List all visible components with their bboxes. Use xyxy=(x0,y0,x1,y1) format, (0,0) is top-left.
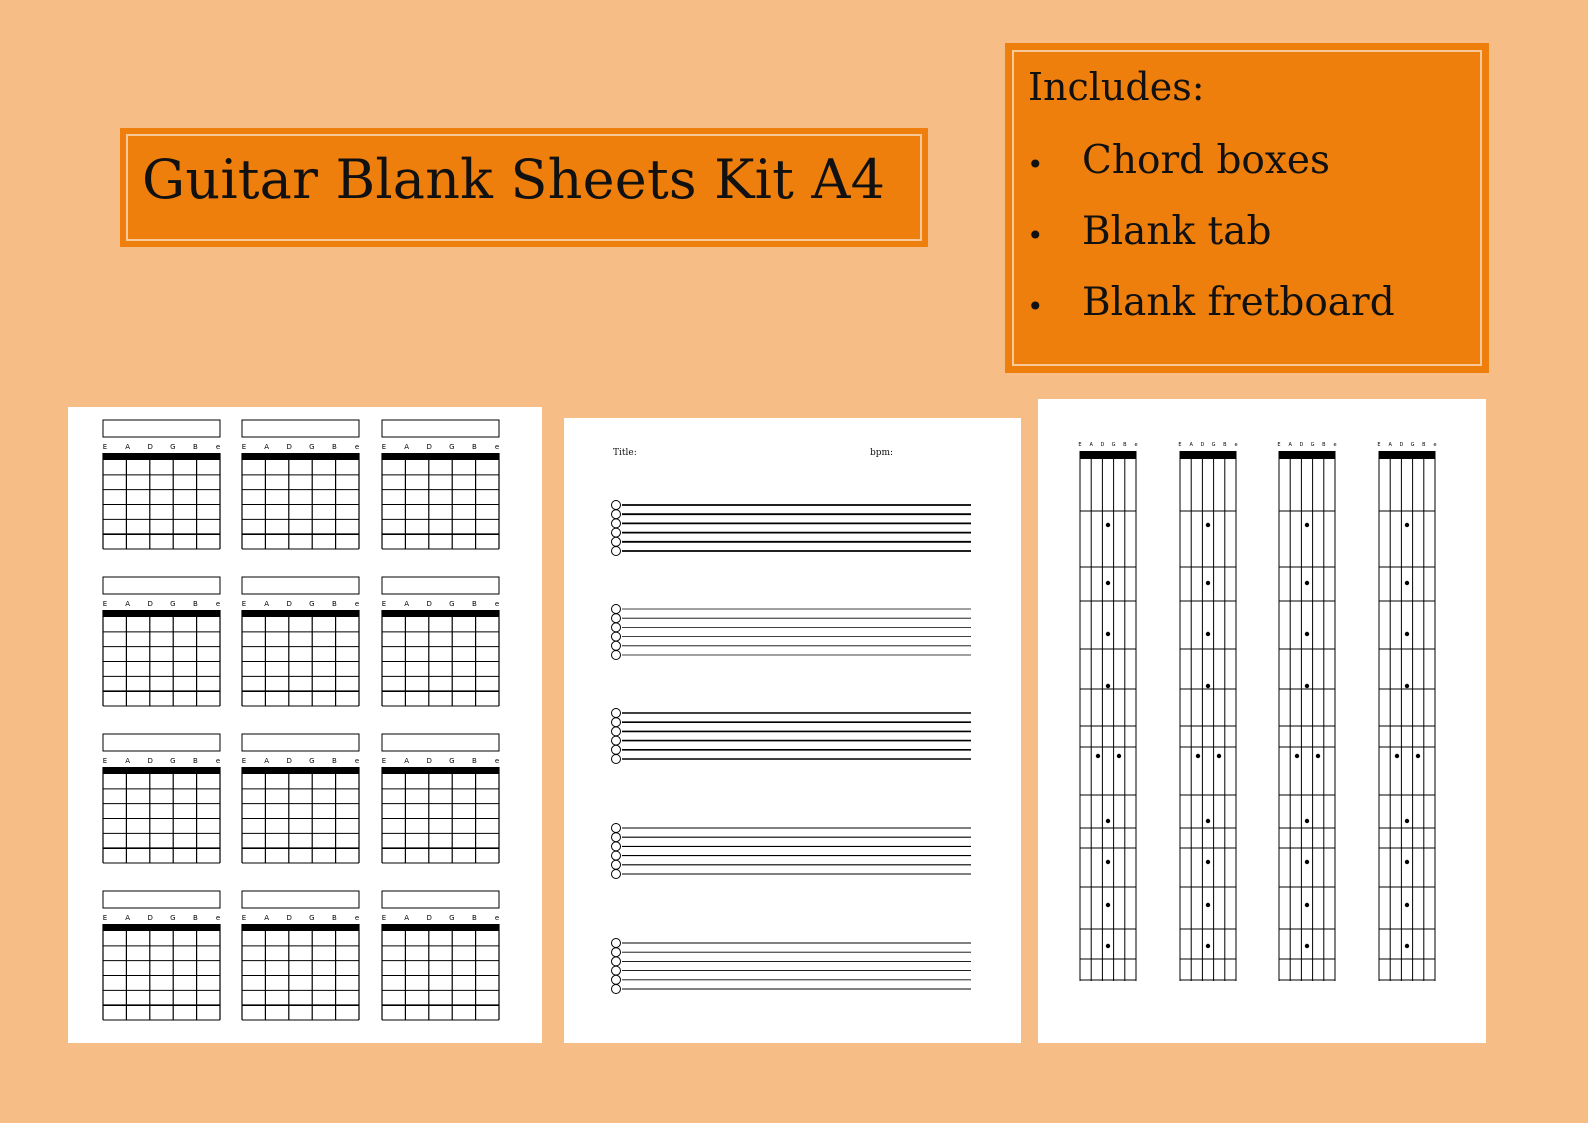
fret-marker-dot xyxy=(1096,754,1100,758)
string-label: D xyxy=(147,914,153,922)
bullet-icon: • xyxy=(1027,219,1044,252)
fret-marker-dot xyxy=(1106,903,1110,907)
tab-string-circle xyxy=(612,755,621,764)
fretboard-string-label: e xyxy=(1134,442,1138,448)
tab-string-circle xyxy=(612,614,621,623)
fretboard-string-label: A xyxy=(1089,442,1093,448)
string-label: G xyxy=(309,757,315,765)
fret-marker-dot xyxy=(1106,581,1110,585)
fretboard-nut xyxy=(1180,451,1236,459)
string-label: G xyxy=(449,443,455,451)
fretboard-string-label: A xyxy=(1288,442,1292,448)
fretboard-string-label: B xyxy=(1422,442,1426,448)
tab-string-circle xyxy=(612,957,621,966)
tab-string-circle xyxy=(612,824,621,833)
fret-marker-dot xyxy=(1405,684,1409,688)
tab-string-circle xyxy=(612,833,621,842)
fret-marker-dot xyxy=(1206,632,1210,636)
fretboard-string-label: G xyxy=(1111,442,1116,448)
string-label: A xyxy=(404,757,409,765)
fret-marker-dot xyxy=(1206,903,1210,907)
string-label: B xyxy=(331,443,337,451)
fretboard-string-label: D xyxy=(1399,442,1404,448)
chord-boxes-drawing xyxy=(68,407,542,1043)
string-label: E xyxy=(381,443,387,451)
chord-name-box xyxy=(382,734,499,751)
string-label: E xyxy=(102,443,108,451)
fret-marker-dot xyxy=(1206,944,1210,948)
string-label: G xyxy=(449,600,455,608)
string-label: D xyxy=(147,757,153,765)
chord-nut xyxy=(103,924,220,931)
string-label: G xyxy=(309,914,315,922)
string-label: D xyxy=(286,914,292,922)
string-label: G xyxy=(309,443,315,451)
fret-marker-dot xyxy=(1295,754,1299,758)
tab-string-circle xyxy=(612,718,621,727)
chord-nut xyxy=(103,610,220,617)
string-label: E xyxy=(241,600,247,608)
chord-name-box xyxy=(103,577,220,594)
chord-nut xyxy=(382,453,499,460)
fret-marker-dot xyxy=(1305,903,1309,907)
string-label: D xyxy=(426,443,432,451)
fret-marker-dot xyxy=(1305,684,1309,688)
fret-marker-dot xyxy=(1206,819,1210,823)
fretboard-nut xyxy=(1279,451,1335,459)
includes-heading: Includes: xyxy=(1028,65,1205,109)
chord-nut xyxy=(103,767,220,774)
fret-marker-dot xyxy=(1405,944,1409,948)
fret-marker-dot xyxy=(1206,684,1210,688)
fret-marker-dot xyxy=(1106,523,1110,527)
string-label: A xyxy=(125,443,130,451)
fret-marker-dot xyxy=(1416,754,1420,758)
chord-name-box xyxy=(103,891,220,908)
fret-marker-dot xyxy=(1405,860,1409,864)
string-label: G xyxy=(449,757,455,765)
chord-name-box xyxy=(242,734,359,751)
string-label: A xyxy=(125,757,130,765)
string-label: E xyxy=(381,757,387,765)
string-label: e xyxy=(354,600,360,608)
fretboard-string-label: D xyxy=(1100,442,1105,448)
fret-marker-dot xyxy=(1206,581,1210,585)
blank-fretboard-drawing xyxy=(1038,399,1486,1043)
fret-marker-dot xyxy=(1106,632,1110,636)
string-label: G xyxy=(170,757,176,765)
string-label: E xyxy=(102,600,108,608)
string-label: e xyxy=(215,443,221,451)
string-label: D xyxy=(426,600,432,608)
fretboard-string-label: e xyxy=(1234,442,1238,448)
fretboard-string-label: A xyxy=(1388,442,1392,448)
tab-string-circle xyxy=(612,641,621,650)
page-title: Guitar Blank Sheets Kit A4 xyxy=(142,148,886,211)
tab-string-circle xyxy=(612,510,621,519)
chord-name-box xyxy=(103,420,220,437)
fret-marker-dot xyxy=(1405,581,1409,585)
fret-marker-dot xyxy=(1405,523,1409,527)
fret-marker-dot xyxy=(1305,860,1309,864)
string-label: e xyxy=(494,600,500,608)
chord-name-box xyxy=(242,420,359,437)
list-item-label: Chord boxes xyxy=(1082,138,1330,183)
tab-string-circle xyxy=(612,985,621,994)
fret-marker-dot xyxy=(1106,860,1110,864)
string-label: B xyxy=(331,757,337,765)
string-label: A xyxy=(264,443,269,451)
string-label: D xyxy=(426,757,432,765)
fretboard-string-label: D xyxy=(1200,442,1205,448)
tab-string-circle xyxy=(612,528,621,537)
tab-string-circle xyxy=(612,651,621,660)
tab-string-circle xyxy=(612,709,621,718)
chord-name-box xyxy=(382,577,499,594)
fret-marker-dot xyxy=(1305,944,1309,948)
fretboard-string-label: E xyxy=(1178,442,1182,448)
fret-marker-dot xyxy=(1405,632,1409,636)
fretboard-string-label: B xyxy=(1223,442,1227,448)
string-label: B xyxy=(192,443,198,451)
tab-string-circle xyxy=(612,501,621,510)
fretboard-string-label: G xyxy=(1410,442,1415,448)
string-label: B xyxy=(192,757,198,765)
chord-boxes-sheet xyxy=(68,407,542,1043)
string-label: G xyxy=(170,443,176,451)
tab-string-circle xyxy=(612,727,621,736)
fretboard-string-label: G xyxy=(1211,442,1216,448)
fret-marker-dot xyxy=(1117,754,1121,758)
fret-marker-dot xyxy=(1305,581,1309,585)
string-label: D xyxy=(147,443,153,451)
title-banner xyxy=(120,128,928,247)
string-label: e xyxy=(215,914,221,922)
string-label: A xyxy=(404,443,409,451)
tab-string-circle xyxy=(612,519,621,528)
chord-nut xyxy=(382,610,499,617)
bullet-icon: • xyxy=(1027,290,1044,323)
chord-nut xyxy=(242,610,359,617)
tab-string-circle xyxy=(612,870,621,879)
string-label: e xyxy=(215,757,221,765)
string-label: G xyxy=(309,600,315,608)
chord-nut xyxy=(103,453,220,460)
string-label: A xyxy=(264,757,269,765)
fretboard-string-label: G xyxy=(1310,442,1315,448)
chord-name-box xyxy=(242,577,359,594)
fret-marker-dot xyxy=(1405,819,1409,823)
string-label: E xyxy=(241,443,247,451)
fret-marker-dot xyxy=(1206,860,1210,864)
tab-string-circle xyxy=(612,623,621,632)
tab-string-circle xyxy=(612,605,621,614)
string-label: B xyxy=(471,443,477,451)
tab-string-circle xyxy=(612,975,621,984)
string-label: E xyxy=(241,914,247,922)
list-item-label: Blank tab xyxy=(1082,209,1272,254)
fretboard-string-label: E xyxy=(1277,442,1281,448)
string-label: D xyxy=(286,757,292,765)
string-label: e xyxy=(494,757,500,765)
fret-marker-dot xyxy=(1106,944,1110,948)
string-label: e xyxy=(354,914,360,922)
string-label: e xyxy=(215,600,221,608)
chord-nut xyxy=(242,453,359,460)
string-label: B xyxy=(192,600,198,608)
fretboard-string-label: e xyxy=(1433,442,1437,448)
string-label: G xyxy=(170,914,176,922)
fretboard-string-label: e xyxy=(1333,442,1337,448)
string-label: e xyxy=(494,914,500,922)
fret-marker-dot xyxy=(1106,819,1110,823)
chord-nut xyxy=(382,924,499,931)
fret-marker-dot xyxy=(1405,903,1409,907)
tab-title-label: Title: xyxy=(613,448,637,458)
fret-marker-dot xyxy=(1106,684,1110,688)
string-label: e xyxy=(494,443,500,451)
tab-string-circle xyxy=(612,736,621,745)
tab-string-circle xyxy=(612,632,621,641)
list-item-label: Blank fretboard xyxy=(1082,280,1395,325)
string-label: E xyxy=(381,600,387,608)
fret-marker-dot xyxy=(1395,754,1399,758)
string-label: e xyxy=(354,757,360,765)
string-label: B xyxy=(471,757,477,765)
string-label: B xyxy=(331,914,337,922)
tab-string-circle xyxy=(612,745,621,754)
string-label: A xyxy=(404,600,409,608)
fretboard-string-label: E xyxy=(1377,442,1381,448)
tab-string-circle xyxy=(612,842,621,851)
string-label: A xyxy=(264,600,269,608)
blank-tab-sheet xyxy=(564,418,1021,1043)
string-label: A xyxy=(264,914,269,922)
string-label: B xyxy=(331,600,337,608)
tab-string-circle xyxy=(612,966,621,975)
tab-string-circle xyxy=(612,860,621,869)
string-label: B xyxy=(192,914,198,922)
fret-marker-dot xyxy=(1316,754,1320,758)
string-label: G xyxy=(449,914,455,922)
fretboard-string-label: E xyxy=(1078,442,1082,448)
chord-nut xyxy=(382,767,499,774)
string-label: D xyxy=(426,914,432,922)
fretboard-nut xyxy=(1080,451,1136,459)
chord-name-box xyxy=(382,420,499,437)
string-label: E xyxy=(102,914,108,922)
fret-marker-dot xyxy=(1196,754,1200,758)
chord-nut xyxy=(242,924,359,931)
tab-bpm-label: bpm: xyxy=(870,448,894,458)
string-label: D xyxy=(286,443,292,451)
fret-marker-dot xyxy=(1305,819,1309,823)
fretboard-nut xyxy=(1379,451,1435,459)
string-label: D xyxy=(286,600,292,608)
tab-string-circle xyxy=(612,948,621,957)
string-label: E xyxy=(241,757,247,765)
string-label: A xyxy=(125,914,130,922)
fret-marker-dot xyxy=(1305,523,1309,527)
chord-nut xyxy=(242,767,359,774)
fretboard-string-label: B xyxy=(1123,442,1127,448)
blank-tab-drawing xyxy=(564,418,1021,1043)
fret-marker-dot xyxy=(1206,523,1210,527)
string-label: B xyxy=(471,914,477,922)
tab-string-circle xyxy=(612,851,621,860)
chord-name-box xyxy=(242,891,359,908)
tab-string-circle xyxy=(612,537,621,546)
string-label: E xyxy=(381,914,387,922)
tab-string-circle xyxy=(612,547,621,556)
string-label: E xyxy=(102,757,108,765)
fretboard-string-label: D xyxy=(1299,442,1304,448)
string-label: G xyxy=(170,600,176,608)
bullet-icon: • xyxy=(1027,148,1044,181)
string-label: e xyxy=(354,443,360,451)
string-label: B xyxy=(471,600,477,608)
fret-marker-dot xyxy=(1217,754,1221,758)
fretboard-string-label: B xyxy=(1322,442,1326,448)
fretboard-string-label: A xyxy=(1189,442,1193,448)
string-label: D xyxy=(147,600,153,608)
includes-box xyxy=(1005,43,1489,373)
tab-string-circle xyxy=(612,939,621,948)
chord-name-box xyxy=(103,734,220,751)
chord-name-box xyxy=(382,891,499,908)
blank-fretboard-sheet xyxy=(1038,399,1486,1043)
string-label: A xyxy=(125,600,130,608)
string-label: A xyxy=(404,914,409,922)
fret-marker-dot xyxy=(1305,632,1309,636)
